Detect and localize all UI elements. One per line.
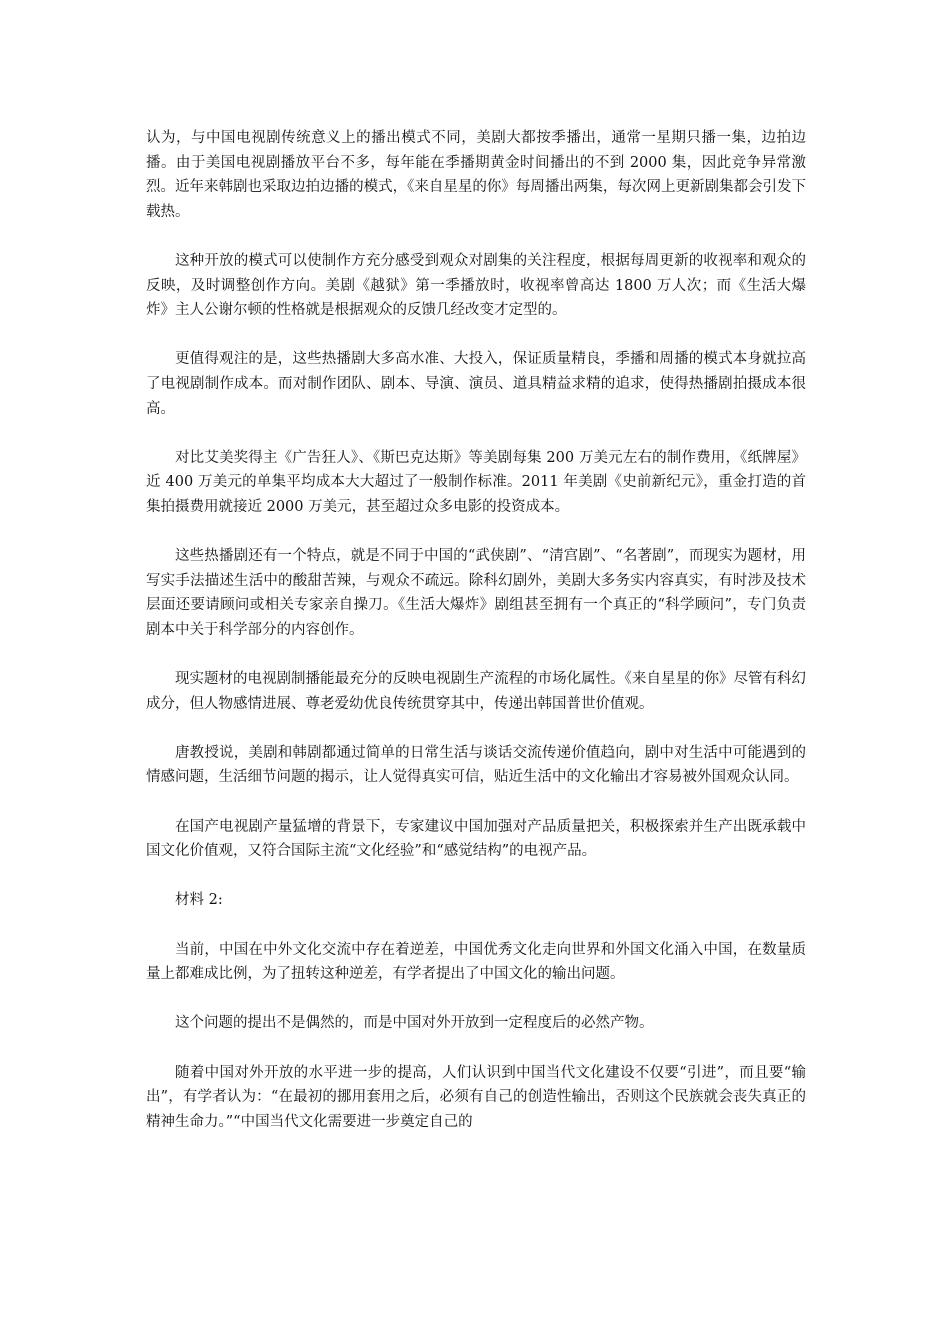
paragraph-9: 当前，中国在中外文化交流中存在着逆差，中国优秀文化走向世界和外国文化涌入中国，在数量质量上都难成比例，为了扭转这种逆差，有学者提出了中国文化的输出问题。	[146, 941, 806, 983]
paragraph-3: 更值得观注的是，这些热播剧大多高水准、大投入，保证质量精良，季播和周播的模式本身就拉高了电视剧制作成本。而对制作团队、剧本、导演、演员、道具精益求精的追求，使得热播剧拍摄成本很高。	[146, 351, 806, 417]
paragraph-7: 唐教授说，美剧和韩剧都通过简单的日常生活与谈话交流传递价值趋向，剧中对生活中可能遇到的情感问题，生活细节问题的揭示，让人觉得真实可信，贴近生活中的文化输出才容易被外国观众认同。	[146, 744, 806, 786]
document-page	[146, 126, 806, 1159]
paragraph-8: 在国产电视剧产量猛增的背景下，专家建议中国加强对产品质量把关，积极探索并生产出既承载中国文化价值观，又符合国际主流“文化经验”和“感觉结构”的电视产品。	[146, 818, 806, 860]
paragraph-4: 对比艾美奖得主《广告狂人》、《斯巴克达斯》等美剧每集 200 万美元左右的制作费用，《纸牌屋》近 400 万美元的单集平均成本大大超过了一般制作标准。2011 年美剧《史前新纪元》，重金打造的首集拍摄费用就接近 2000 万美元，甚至超过众多电影的投资成本。	[146, 449, 806, 515]
paragraph-10: 这个问题的提出不是偶然的，而是中国对外开放到一定程度后的必然产物。	[175, 1015, 654, 1032]
paragraph-1: 认为，与中国电视剧传统意义上的播出模式不同，美剧大都按季播出，通常一星期只播一集，边拍边播。由于美国电视剧播放平台不多，每年能在季播期黄金时间播出的不到 2000 集，因此竞争异常激烈。近年来韩剧也采取边拍边播的模式，《来自星星的你》每周播出两集，每次网上更新剧集都会引发下载热。	[146, 130, 806, 220]
section-heading-material-2: 材料 2:	[175, 892, 223, 909]
paragraph-5: 这些热播剧还有一个特点，就是不同于中国的“武侠剧”、“清宫剧”、“名著剧”，而现实为题材，用写实手法描述生活中的酸甜苦辣，与观众不疏远。除科幻剧外，美剧大多务实内容真实，有时涉及技术层面还要请顾问或相关专家亲自操刀。《生活大爆炸》剧组甚至拥有一个真正的“科学顾问”，专门负责剧本中关于科学部分的内容创作。	[146, 548, 806, 638]
paragraph-11: 随着中国对外开放的水平进一步的提高，人们认识到中国当代文化建设不仅要“引进”，而且要“输出”，有学者认为：“在最初的挪用套用之后，必须有自己的创造性输出，否则这个民族就会丧失真正的精神生命力。”“中国当代文化需要进一步奠定自己的	[146, 1064, 806, 1130]
paragraph-2: 这种开放的模式可以使制作方充分感受到观众对剧集的关注程度，根据每周更新的收视率和观众的反映，及时调整创作方向。美剧《越狱》第一季播放时，收视率曾高达 1800 万人次；而《生活大爆炸》主人公谢尔顿的性格就是根据观众的反馈几经改变才定型的。	[146, 252, 806, 319]
paragraph-6: 现实题材的电视剧制播能最充分的反映电视剧生产流程的市场化属性。《来自星星的你》尽管有科幻成分，但人物感情进展、尊老爱幼优良传统贯穿其中，传递出韩国普世价值观。	[146, 671, 806, 712]
